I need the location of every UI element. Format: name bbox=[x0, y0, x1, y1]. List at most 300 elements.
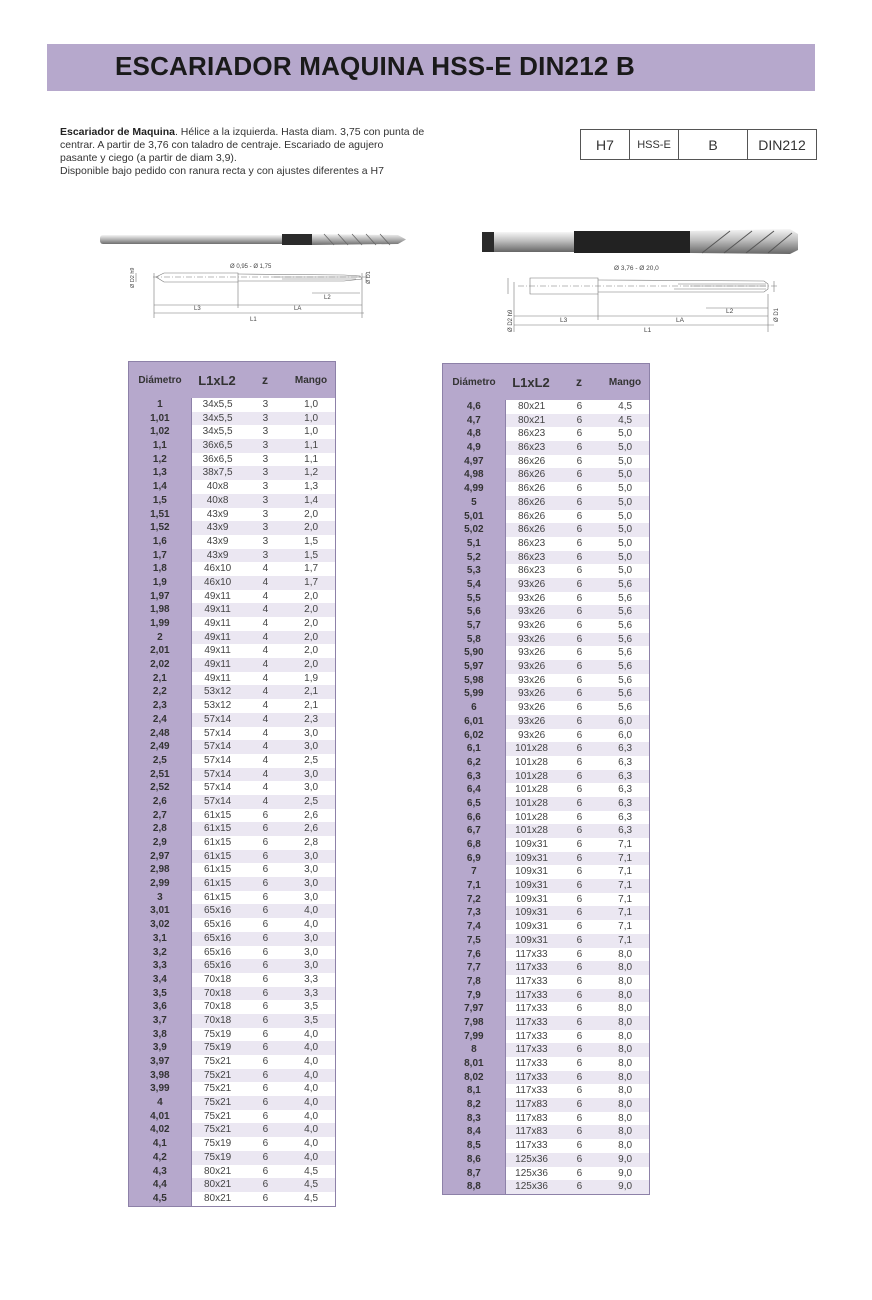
cell-mango: 1,1 bbox=[304, 440, 319, 452]
cell-z: 4 bbox=[262, 768, 269, 780]
cell-z: 6 bbox=[576, 839, 583, 850]
cell-mango: 1,5 bbox=[304, 535, 319, 547]
cell-z: 6 bbox=[576, 483, 583, 495]
cell-mango: 8,0 bbox=[618, 1016, 633, 1028]
header-mango: Mango bbox=[608, 376, 642, 388]
cell-mango: 3,0 bbox=[304, 960, 319, 972]
cell-z: 6 bbox=[262, 973, 269, 985]
cell-l1xl2: 86x23 bbox=[517, 551, 546, 563]
drawing-large-d1: Ø D1 bbox=[774, 307, 780, 322]
table-row bbox=[443, 961, 649, 975]
table-row bbox=[443, 496, 649, 510]
cell-mango: 4,0 bbox=[304, 1056, 319, 1067]
cell-l1xl2: 61x15 bbox=[203, 878, 232, 890]
cell-z: 6 bbox=[576, 414, 583, 426]
cell-z: 6 bbox=[262, 1014, 269, 1026]
cell-diametro: 1,02 bbox=[129, 425, 192, 439]
table-row bbox=[443, 1002, 649, 1016]
cell-z: 6 bbox=[576, 797, 583, 809]
table-row bbox=[443, 537, 649, 551]
table-row bbox=[129, 1137, 335, 1151]
cell-l1xl2: 109x31 bbox=[515, 893, 548, 905]
table-row bbox=[129, 768, 335, 782]
cell-z: 4 bbox=[262, 563, 269, 575]
cell-z: 4 bbox=[262, 754, 269, 766]
cell-l1xl2: 109x31 bbox=[515, 839, 548, 850]
cell-diametro: 2,9 bbox=[129, 836, 192, 850]
cell-diametro: 6,02 bbox=[443, 729, 506, 743]
cell-z: 6 bbox=[576, 428, 583, 440]
table-row bbox=[129, 1028, 335, 1042]
cell-l1xl2: 75x21 bbox=[203, 1056, 232, 1067]
table-header bbox=[129, 362, 335, 398]
cell-diametro: 7 bbox=[443, 865, 506, 879]
cell-diametro: 4,2 bbox=[129, 1151, 192, 1165]
cell-l1xl2: 117x83 bbox=[515, 1112, 548, 1124]
cell-diametro: 7,98 bbox=[443, 1016, 506, 1030]
table-row bbox=[443, 455, 649, 469]
cell-l1xl2: 49x11 bbox=[204, 631, 231, 643]
cell-mango: 3,3 bbox=[304, 987, 319, 999]
cell-mango: 3,0 bbox=[304, 850, 319, 862]
table-body bbox=[443, 400, 649, 1194]
cell-diametro: 7,5 bbox=[443, 934, 506, 948]
description bbox=[60, 126, 500, 178]
cell-l1xl2: 125x36 bbox=[515, 1167, 548, 1179]
cell-l1xl2: 117x33 bbox=[515, 1140, 548, 1152]
cell-diametro: 3,6 bbox=[129, 1000, 192, 1014]
cell-z: 6 bbox=[576, 1099, 583, 1111]
cell-diametro: 8,2 bbox=[443, 1098, 506, 1112]
cell-diametro: 1,9 bbox=[129, 576, 192, 590]
cell-mango: 1,9 bbox=[304, 672, 319, 684]
cell-mango: 4,5 bbox=[618, 414, 633, 426]
cell-diametro: 3,97 bbox=[129, 1055, 192, 1069]
table-row bbox=[129, 1055, 335, 1069]
cell-mango: 8,0 bbox=[618, 1112, 633, 1124]
cell-l1xl2: 101x28 bbox=[515, 743, 548, 755]
drawing-small-d2: Ø D2 h9 bbox=[130, 267, 136, 288]
cell-l1xl2: 86x26 bbox=[517, 496, 546, 508]
cell-z: 6 bbox=[576, 975, 583, 987]
cell-mango: 9,0 bbox=[618, 1181, 633, 1193]
cell-diametro: 4,02 bbox=[129, 1123, 192, 1137]
cell-diametro: 3,4 bbox=[129, 973, 192, 987]
cell-z: 6 bbox=[262, 1042, 269, 1054]
cell-diametro: 2,8 bbox=[129, 822, 192, 836]
cell-l1xl2: 117x33 bbox=[515, 1030, 548, 1042]
cell-diametro: 3,3 bbox=[129, 959, 192, 973]
cell-l1xl2: 49x11 bbox=[204, 672, 231, 684]
cell-z: 6 bbox=[262, 809, 269, 821]
cell-diametro: 7,1 bbox=[443, 879, 506, 893]
cell-z: 6 bbox=[576, 647, 583, 659]
cell-l1xl2: 36x6,5 bbox=[202, 440, 233, 452]
cell-l1xl2: 57x14 bbox=[203, 727, 232, 739]
page-title: ESCARIADOR MAQUINA HSS-E DIN212 B bbox=[115, 51, 635, 81]
cell-mango: 6,3 bbox=[618, 825, 633, 837]
table-row bbox=[129, 918, 335, 932]
table-row bbox=[129, 576, 335, 590]
cell-mango: 1,0 bbox=[304, 426, 319, 438]
cell-z: 6 bbox=[576, 606, 583, 618]
cell-l1xl2: 117x33 bbox=[515, 1085, 548, 1097]
cell-l1xl2: 38x7,5 bbox=[202, 467, 233, 479]
cell-diametro: 6,8 bbox=[443, 838, 506, 852]
cell-mango: 2,5 bbox=[304, 795, 319, 807]
cell-l1xl2: 86x26 bbox=[517, 510, 546, 522]
cell-z: 6 bbox=[576, 852, 583, 864]
table-row bbox=[443, 797, 649, 811]
cell-mango: 4,0 bbox=[304, 905, 319, 917]
cell-z: 6 bbox=[576, 866, 583, 878]
header-z: z bbox=[262, 373, 268, 387]
dimension-table-left bbox=[128, 361, 336, 1207]
reamer-drawing-small bbox=[98, 228, 418, 348]
cell-mango: 2,0 bbox=[304, 659, 319, 671]
drawing-small-l3: L3 bbox=[194, 306, 201, 312]
cell-z: 6 bbox=[262, 1028, 269, 1040]
cell-diametro: 2,7 bbox=[129, 809, 192, 823]
table-row bbox=[129, 521, 335, 535]
cell-mango: 3,0 bbox=[304, 768, 319, 780]
cell-diametro: 3,98 bbox=[129, 1069, 192, 1083]
table-row bbox=[129, 699, 335, 713]
cell-l1xl2: 93x26 bbox=[517, 688, 546, 700]
cell-diametro: 2,4 bbox=[129, 713, 192, 727]
cell-diametro: 8,7 bbox=[443, 1167, 506, 1181]
cell-z: 6 bbox=[262, 1124, 269, 1136]
cell-diametro: 1,3 bbox=[129, 466, 192, 480]
cell-diametro: 5,8 bbox=[443, 633, 506, 647]
table-row bbox=[129, 809, 335, 823]
cell-l1xl2: 70x18 bbox=[203, 1014, 232, 1026]
cell-mango: 1,2 bbox=[304, 467, 319, 479]
cell-diametro: 2,52 bbox=[129, 781, 192, 795]
cell-mango: 6,3 bbox=[618, 784, 633, 796]
cell-z: 6 bbox=[576, 1003, 583, 1015]
cell-diametro: 2,99 bbox=[129, 877, 192, 891]
table-row bbox=[129, 494, 335, 508]
table-row bbox=[443, 1043, 649, 1057]
cell-mango: 4,0 bbox=[304, 1110, 319, 1122]
cell-z: 6 bbox=[576, 1181, 583, 1193]
spec-type: B bbox=[679, 130, 748, 159]
cell-z: 6 bbox=[576, 1071, 583, 1083]
cell-l1xl2: 117x33 bbox=[515, 948, 548, 960]
table-row bbox=[443, 1098, 649, 1112]
cell-mango: 8,0 bbox=[618, 948, 633, 960]
cell-l1xl2: 86x26 bbox=[517, 455, 546, 467]
cell-l1xl2: 109x31 bbox=[515, 934, 548, 946]
cell-l1xl2: 75x19 bbox=[203, 1028, 232, 1040]
description-line-1: . Hélice a la izquierda. Hasta diam. 3,75 con punta de bbox=[174, 126, 425, 138]
table-row bbox=[129, 412, 335, 426]
cell-l1xl2: 117x83 bbox=[515, 1099, 548, 1111]
cell-mango: 6,3 bbox=[618, 811, 633, 823]
cell-z: 4 bbox=[262, 741, 269, 753]
cell-diametro: 4,8 bbox=[443, 427, 506, 441]
cell-mango: 3,0 bbox=[304, 946, 319, 958]
table-row bbox=[443, 729, 649, 743]
table-row bbox=[443, 701, 649, 715]
cell-z: 6 bbox=[576, 1030, 583, 1042]
cell-l1xl2: 34x5,5 bbox=[202, 412, 233, 424]
cell-mango: 5,0 bbox=[618, 524, 633, 536]
cell-diametro: 1,4 bbox=[129, 480, 192, 494]
cell-diametro: 7,99 bbox=[443, 1030, 506, 1044]
cell-mango: 1,0 bbox=[304, 412, 319, 424]
cell-z: 3 bbox=[262, 399, 269, 410]
cell-l1xl2: 40x8 bbox=[206, 481, 229, 493]
cell-l1xl2: 93x26 bbox=[517, 674, 546, 686]
cell-l1xl2: 86x26 bbox=[517, 469, 546, 481]
cell-mango: 1,5 bbox=[304, 549, 319, 561]
cell-l1xl2: 57x14 bbox=[203, 795, 232, 807]
cell-mango: 8,0 bbox=[618, 1071, 633, 1083]
cell-l1xl2: 86x26 bbox=[517, 524, 546, 536]
cell-l1xl2: 46x10 bbox=[203, 563, 232, 575]
table-row bbox=[129, 672, 335, 686]
cell-z: 3 bbox=[262, 508, 269, 520]
cell-mango: 5,6 bbox=[618, 620, 633, 631]
cell-mango: 6,3 bbox=[618, 743, 633, 755]
title-banner bbox=[47, 44, 815, 91]
table-row bbox=[129, 508, 335, 522]
table-row bbox=[129, 932, 335, 946]
cell-diametro: 2,5 bbox=[129, 754, 192, 768]
cell-diametro: 1,2 bbox=[129, 453, 192, 467]
cell-mango: 2,0 bbox=[304, 522, 319, 534]
cell-mango: 3,5 bbox=[304, 1014, 319, 1026]
cell-diametro: 8,5 bbox=[443, 1139, 506, 1153]
table-row bbox=[443, 1112, 649, 1126]
cell-l1xl2: 109x31 bbox=[515, 852, 548, 864]
cell-diametro: 7,4 bbox=[443, 920, 506, 934]
cell-l1xl2: 125x36 bbox=[515, 1181, 548, 1193]
cell-z: 6 bbox=[576, 948, 583, 960]
cell-diametro: 4 bbox=[129, 1096, 192, 1110]
cell-diametro: 1,7 bbox=[129, 549, 192, 563]
cell-diametro: 4,97 bbox=[443, 455, 506, 469]
cell-l1xl2: 61x15 bbox=[203, 823, 232, 835]
cell-l1xl2: 93x26 bbox=[517, 647, 546, 659]
drawing-large-la: LA bbox=[676, 317, 684, 324]
header-diametro: Diámetro bbox=[138, 374, 182, 386]
cell-mango: 6,0 bbox=[618, 729, 633, 741]
cell-l1xl2: 75x19 bbox=[203, 1042, 232, 1054]
drawing-small-d1: Ø D1 bbox=[366, 271, 372, 284]
table-row bbox=[129, 1000, 335, 1014]
cell-z: 6 bbox=[576, 510, 583, 522]
cell-diametro: 5,01 bbox=[443, 510, 506, 524]
cell-l1xl2: 75x21 bbox=[203, 1124, 232, 1136]
cell-mango: 5,0 bbox=[618, 537, 633, 549]
cell-mango: 3,0 bbox=[304, 727, 319, 739]
reamer-large-shank-image bbox=[494, 232, 574, 252]
cell-z: 6 bbox=[262, 905, 269, 917]
cell-diametro: 6,5 bbox=[443, 797, 506, 811]
cell-l1xl2: 117x33 bbox=[515, 1071, 548, 1083]
cell-z: 3 bbox=[262, 453, 269, 465]
cell-diametro: 1,8 bbox=[129, 562, 192, 576]
cell-diametro: 5,1 bbox=[443, 537, 506, 551]
cell-diametro: 6,01 bbox=[443, 715, 506, 729]
cell-diametro: 3,2 bbox=[129, 946, 192, 960]
header-z: z bbox=[576, 375, 582, 389]
description-bold: Escariador de Maquina bbox=[60, 126, 175, 138]
cell-z: 6 bbox=[576, 715, 583, 727]
cell-mango: 6,3 bbox=[618, 756, 633, 768]
cell-l1xl2: 43x9 bbox=[206, 535, 229, 547]
cell-diametro: 2 bbox=[129, 631, 192, 645]
cell-z: 6 bbox=[576, 921, 583, 933]
cell-z: 6 bbox=[576, 1126, 583, 1138]
cell-l1xl2: 49x11 bbox=[204, 590, 231, 602]
table-row bbox=[443, 1125, 649, 1139]
cell-diametro: 5,99 bbox=[443, 687, 506, 701]
cell-diametro: 3,01 bbox=[129, 904, 192, 918]
table-row bbox=[129, 1069, 335, 1083]
table-row bbox=[443, 1030, 649, 1044]
cell-diametro: 1,5 bbox=[129, 494, 192, 508]
table-row bbox=[443, 920, 649, 934]
cell-mango: 2,6 bbox=[304, 809, 319, 821]
cell-l1xl2: 65x16 bbox=[203, 905, 232, 917]
cell-diametro: 1,6 bbox=[129, 535, 192, 549]
cell-l1xl2: 65x16 bbox=[203, 960, 232, 972]
cell-z: 6 bbox=[576, 1044, 583, 1056]
cell-l1xl2: 61x15 bbox=[203, 837, 232, 848]
cell-mango: 4,5 bbox=[304, 1179, 319, 1191]
header-l1xl2: L1xL2 bbox=[198, 372, 236, 388]
cell-z: 6 bbox=[576, 688, 583, 700]
drawing-large-l1: L1 bbox=[644, 327, 652, 334]
table-row bbox=[129, 863, 335, 877]
table-row bbox=[443, 783, 649, 797]
cell-diametro: 3,1 bbox=[129, 932, 192, 946]
cell-diametro: 1 bbox=[129, 398, 192, 412]
table-row bbox=[443, 906, 649, 920]
cell-mango: 8,0 bbox=[618, 962, 633, 974]
cell-mango: 1,7 bbox=[304, 563, 319, 575]
cell-mango: 2,1 bbox=[304, 700, 319, 712]
cell-z: 6 bbox=[576, 620, 583, 631]
cell-z: 3 bbox=[262, 535, 269, 547]
cell-z: 6 bbox=[262, 1001, 269, 1013]
cell-z: 6 bbox=[262, 1056, 269, 1067]
spec-boxes bbox=[580, 129, 817, 160]
cell-mango: 5,0 bbox=[618, 442, 633, 454]
spec-tolerance: H7 bbox=[581, 130, 630, 159]
cell-l1xl2: 49x11 bbox=[204, 604, 231, 616]
cell-mango: 9,0 bbox=[618, 1153, 633, 1165]
table-row bbox=[129, 1165, 335, 1179]
cell-mango: 7,1 bbox=[618, 921, 633, 933]
cell-z: 6 bbox=[262, 1097, 269, 1109]
cell-z: 6 bbox=[576, 729, 583, 741]
table-row bbox=[443, 1016, 649, 1030]
cell-diametro: 5,02 bbox=[443, 523, 506, 537]
table-row bbox=[443, 934, 649, 948]
dimension-table-right bbox=[442, 363, 650, 1195]
cell-mango: 3,0 bbox=[304, 864, 319, 876]
table-row bbox=[129, 549, 335, 563]
cell-z: 6 bbox=[576, 907, 583, 919]
table-row bbox=[129, 644, 335, 658]
table-row bbox=[443, 578, 649, 592]
cell-diametro: 8 bbox=[443, 1043, 506, 1057]
cell-mango: 2,6 bbox=[304, 823, 319, 835]
cell-z: 6 bbox=[576, 1167, 583, 1179]
cell-z: 6 bbox=[262, 946, 269, 958]
cell-z: 4 bbox=[262, 782, 269, 794]
cell-z: 6 bbox=[262, 1151, 269, 1163]
cell-l1xl2: 80x21 bbox=[203, 1165, 232, 1177]
cell-z: 6 bbox=[576, 934, 583, 946]
cell-mango: 5,0 bbox=[618, 455, 633, 467]
table-row bbox=[443, 1180, 649, 1194]
table-row bbox=[443, 468, 649, 482]
cell-mango: 8,0 bbox=[618, 1140, 633, 1152]
cell-diametro: 8,6 bbox=[443, 1153, 506, 1167]
cell-mango: 2,0 bbox=[304, 618, 319, 629]
table-row bbox=[443, 441, 649, 455]
cell-l1xl2: 75x21 bbox=[203, 1069, 232, 1081]
cell-mango: 1,0 bbox=[304, 399, 319, 410]
table-row bbox=[129, 1096, 335, 1110]
cell-mango: 9,0 bbox=[618, 1167, 633, 1179]
cell-diametro: 2,97 bbox=[129, 850, 192, 864]
cell-mango: 8,0 bbox=[618, 1030, 633, 1042]
cell-mango: 4,5 bbox=[304, 1192, 319, 1204]
table-body bbox=[129, 398, 335, 1206]
cell-z: 6 bbox=[576, 551, 583, 563]
cell-z: 6 bbox=[576, 1058, 583, 1069]
table-row bbox=[443, 482, 649, 496]
table-row bbox=[443, 811, 649, 825]
cell-z: 6 bbox=[576, 633, 583, 645]
cell-z: 6 bbox=[576, 962, 583, 974]
cell-mango: 5,0 bbox=[618, 565, 633, 577]
cell-l1xl2: 101x28 bbox=[515, 825, 548, 837]
cell-mango: 7,1 bbox=[618, 839, 633, 850]
table-row bbox=[443, 551, 649, 565]
table-row bbox=[443, 1139, 649, 1153]
cell-diametro: 1,97 bbox=[129, 590, 192, 604]
cell-diametro: 6,9 bbox=[443, 852, 506, 866]
cell-diametro: 6 bbox=[443, 701, 506, 715]
table-row bbox=[129, 946, 335, 960]
cell-diametro: 2,48 bbox=[129, 727, 192, 741]
cell-diametro: 4,98 bbox=[443, 468, 506, 482]
description-line-3: pasante y ciego (a partir de diam 3,9). bbox=[60, 152, 237, 164]
cell-mango: 4,0 bbox=[304, 1151, 319, 1163]
cell-mango: 8,0 bbox=[618, 989, 633, 1001]
cell-z: 6 bbox=[262, 823, 269, 835]
cell-diametro: 3,99 bbox=[129, 1082, 192, 1096]
cell-l1xl2: 57x14 bbox=[203, 768, 232, 780]
cell-l1xl2: 80x21 bbox=[203, 1192, 232, 1204]
cell-diametro: 7,2 bbox=[443, 893, 506, 907]
table-header bbox=[443, 364, 649, 400]
cell-l1xl2: 93x26 bbox=[517, 620, 546, 631]
table-row bbox=[443, 948, 649, 962]
drawing-large-range: Ø 3,76 - Ø 20,0 bbox=[614, 265, 659, 272]
table-row bbox=[129, 959, 335, 973]
table-row bbox=[443, 893, 649, 907]
cell-z: 6 bbox=[576, 989, 583, 1001]
